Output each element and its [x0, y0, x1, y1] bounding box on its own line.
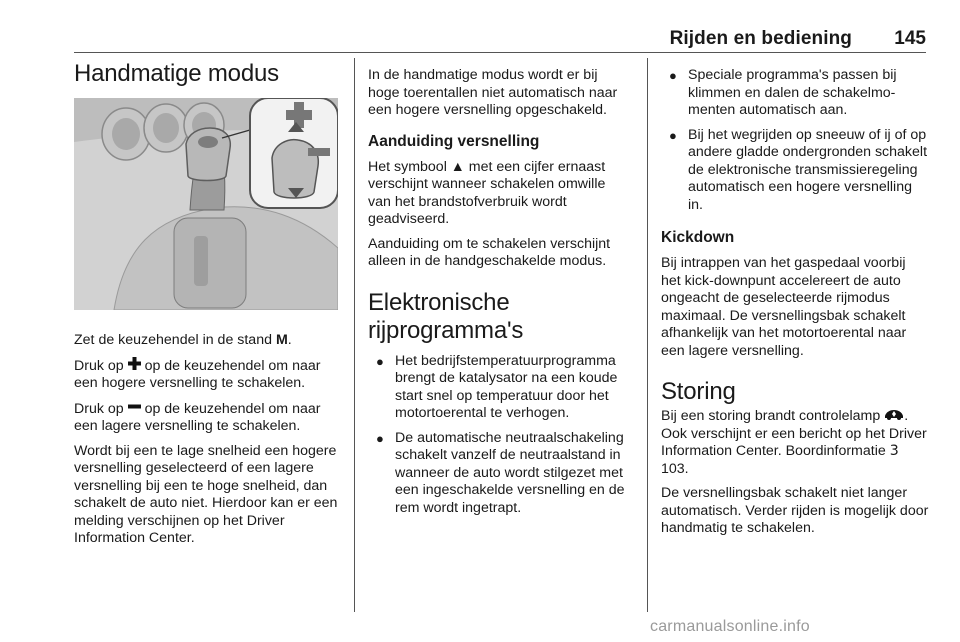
- plus-icon: [128, 357, 141, 370]
- list-item-text: Bij het wegrijden op sneeuw of ij of op andere gladde ondergronden schakelt de elektronische transmissieregeling automatisch een hogere versnelling in.: [688, 126, 928, 213]
- list-item-text: Het bedrijfstemperatuurprogramma brengt de katalysator na een koude start snel op temperatuur door het motortoerental te verhogen.: [395, 352, 618, 421]
- subheading-kickdown: Kickdown: [661, 229, 735, 246]
- text-run: . Ook verschijnt er een bericht op het Driver Information Center. Boordinformatie: [661, 408, 927, 459]
- list-item: [661, 127, 929, 215]
- paragraph-upshift: [74, 357, 342, 393]
- bullet-list-programs-continued: [661, 67, 929, 214]
- running-title: Rijden en bediening: [669, 28, 852, 49]
- page-header: [74, 28, 926, 50]
- paragraph-downshift: [74, 400, 342, 436]
- transmission-warning-icon: [884, 408, 904, 420]
- column-divider-1: [354, 58, 355, 612]
- text-run: Bij een storing brandt controlelamp: [661, 408, 885, 424]
- text-run: Zet de keuzehendel in de stand: [74, 332, 276, 348]
- watermark: carmanualsonline.info: [650, 618, 810, 635]
- page-number: 145: [894, 28, 926, 49]
- section-heading-line-2: rijprogramma's: [368, 316, 524, 344]
- text-run: Het symbool: [368, 158, 451, 175]
- bullet-list-programs: [368, 353, 632, 518]
- list-item: [661, 67, 929, 120]
- text-run: op de keuzehendel om naar een hogere versnelling te schakelen.: [74, 357, 321, 391]
- paragraph-manual-mode: In de handmatige modus wordt er bij hoge toerentallen niet automatisch naar een hogere versnelling opgeschakeld.: [368, 67, 618, 118]
- text-run: Druk op: [74, 400, 128, 417]
- minus-icon: [128, 400, 141, 413]
- text-run: Druk op: [74, 357, 128, 374]
- list-item: [368, 353, 632, 423]
- column-divider-2: [647, 58, 648, 612]
- text-run: met een cijfer ernaast verschijnt wanneer schakelen omwille van het brandstofverbruik wordt geadviseerd.: [368, 158, 606, 227]
- text-run: .: [287, 332, 292, 348]
- section-heading-line-1: Elektronische: [368, 288, 510, 316]
- paragraph-shift-indicator: Aanduiding om te schakelen verschijnt alleen in de handgeschakelde modus.: [368, 235, 611, 269]
- bullet-icon: ●: [376, 430, 384, 446]
- column-2: [368, 60, 632, 524]
- text-run: 103.: [661, 460, 689, 477]
- header-rule: [74, 52, 926, 53]
- gear-up-arrow-icon: ▲: [450, 158, 465, 175]
- subheading-aanduiding-versnelling: Aanduiding versnelling: [368, 132, 540, 150]
- paragraph-manual-continue: De versnellingsbak schakelt niet langer automatisch. Verder rijden is mogelijk door handmatig te schakelen.: [661, 485, 929, 536]
- gear-lever-drawing: [74, 98, 338, 310]
- text-run: op de keuzehendel om naar een lagere versnelling te schakelen.: [74, 400, 321, 434]
- paragraph-stand-m: [74, 332, 342, 350]
- section-heading-storing: Storing: [661, 378, 736, 405]
- list-item-text: De automatische neutraalschakeling schakelt vanzelf de neutraalstand in wanneer de auto wordt stilgezet met een ingeschakelde versnelling en de rem wordt ingetrapt.: [395, 429, 625, 516]
- section-heading-handmatige-modus: Handmatige modus: [74, 60, 279, 87]
- gear-position-m: M: [275, 332, 288, 348]
- paragraph-kickdown: Bij intrappen van het gaspedaal voorbij het kick-downpunt accelereert de auto ongeacht de geselecteerde rijmodus maximaal. De versnellingsbak schakelt afhankelijk van het motortoerental naar een lagere versnelling.: [661, 255, 907, 359]
- column-1: [74, 60, 342, 555]
- column-3: [661, 60, 929, 545]
- bullet-icon: ●: [376, 353, 384, 369]
- paragraph-gear-symbol: [368, 159, 632, 229]
- bullet-icon: ●: [669, 127, 677, 143]
- bullet-icon: ●: [669, 68, 677, 83]
- paragraph-speed-warning: Wordt bij een te lage snelheid een hogere versnelling geselecteerd of een lagere versnelling bij een te hoge snelheid, dan schakelt de auto niet. Hierdoor kan er een melding verschijnen op het Driver Information Center.: [74, 442, 338, 546]
- gear-lever-illustration: [74, 98, 338, 310]
- list-item: [368, 430, 632, 518]
- list-item-text: Speciale programma's passen bij klimmen en dalen de schakelmomenten automatisch aan.: [688, 67, 897, 118]
- paragraph-fault: [661, 408, 929, 478]
- page-reference-icon[interactable]: 3: [889, 443, 899, 459]
